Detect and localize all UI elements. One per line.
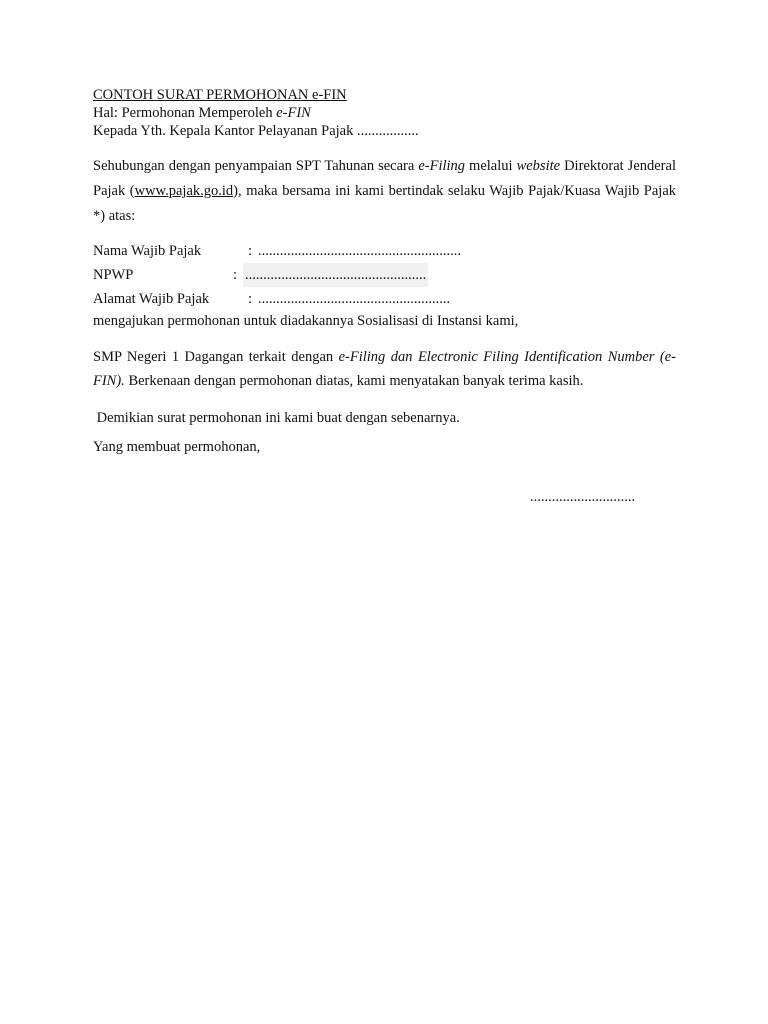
body-text-1: SMP Negeri 1 Dagangan terkait dengan <box>93 349 339 365</box>
body-paragraph <box>93 345 676 393</box>
field-value-nama: ........................................................ <box>258 243 461 259</box>
field-label-nama: Nama Wajib Pajak <box>93 243 202 259</box>
subject-line <box>93 104 676 122</box>
letter-page <box>93 86 676 456</box>
subject-efin: e-FIN <box>276 105 311 121</box>
recipient-line: Kepada Yth. Kepala Kantor Pelayanan Pajak ................. <box>93 123 419 139</box>
intro-text-4: ), maka bersama ini kami bertindak selaku Wajib Pajak/Kuasa Wajib Pajak *) atas: <box>93 183 677 224</box>
intro-text-2: melalui <box>465 158 517 174</box>
body-efin-italic: e-Filing dan Electronic Filing Identification Number (e-FIN). <box>93 349 676 389</box>
intro-paragraph <box>93 154 676 229</box>
field-label-npwp: NPWP <box>93 267 134 283</box>
intro-website: website <box>516 158 561 174</box>
field-sep-npwp: : <box>233 267 238 283</box>
body-text-2: Berkenaan dengan permohonan diatas, kami menyatakan banyak terima kasih. <box>124 373 584 389</box>
intro-text-3: Direktorat Jenderal Pajak ( <box>93 158 676 199</box>
closing-line: Demikian surat permohonan ini kami buat dengan sebenarnya. <box>93 410 460 426</box>
signature-placeholder: ............................. <box>530 489 636 505</box>
field-sep-nama: : <box>248 243 253 259</box>
field-row-alamat <box>93 287 676 311</box>
field-sep-alamat: : <box>248 291 253 307</box>
field-value-alamat: ..................................................... <box>258 291 451 307</box>
field-row-nama <box>93 239 676 263</box>
taxpayer-fields <box>93 239 676 311</box>
field-label-alamat: Alamat Wajib Pajak <box>93 291 210 307</box>
intro-efiling: e-Filing <box>418 158 466 174</box>
intro-text-1: Sehubungan dengan penyampaian SPT Tahunan secara <box>93 158 419 174</box>
pajak-website-link[interactable]: www.pajak.go.id <box>134 183 234 199</box>
signoff-line: Yang membuat permohonan, <box>93 439 261 455</box>
request-line: mengajukan permohonan untuk diadakannya Sosialisasi di Instansi kami, <box>93 313 519 329</box>
field-row-npwp <box>93 263 676 287</box>
field-value-npwp: .................................................. <box>243 263 428 287</box>
letter-title: CONTOH SURAT PERMOHONAN e-FIN <box>93 87 347 103</box>
subject-prefix: Hal: Permohonan Memperoleh <box>93 105 277 121</box>
